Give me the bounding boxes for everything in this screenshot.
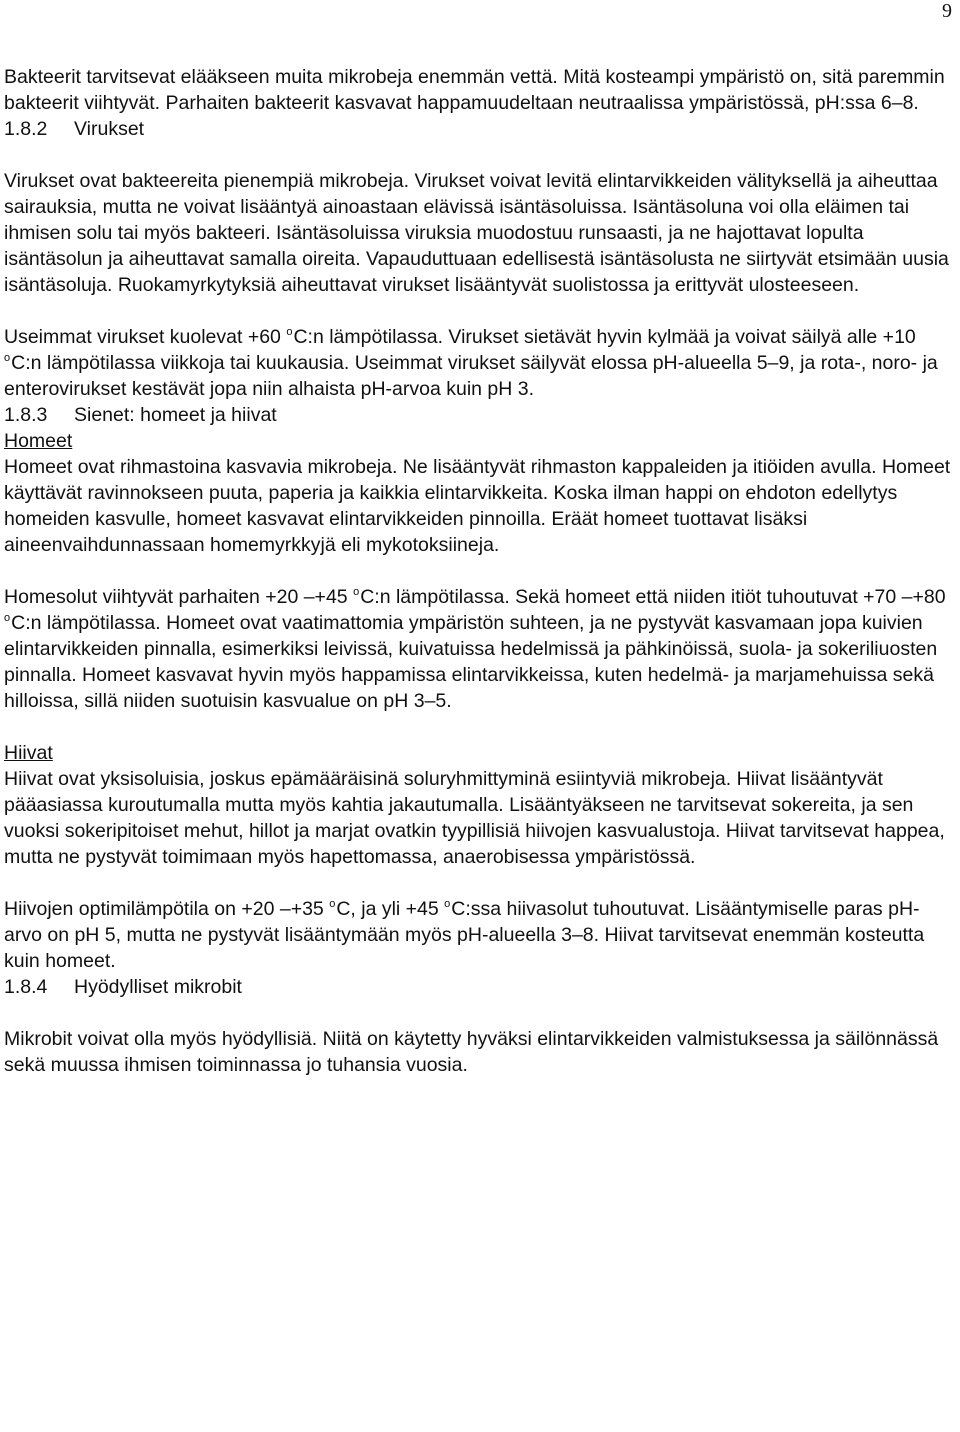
intro-paragraph: Bakteerit tarvitsevat elääkseen muita mikrobeja enemmän vettä. Mitä kosteampi ympäristö on, sitä paremmin bakteerit viihtyvät. Parhaiten bakteerit kasvavat happamuudeltaan neutraalissa ympäristössä, pH:ssa 6–8. [4, 66, 945, 114]
text-run: Homesolut viihtyvät parhaiten +20 –+45 [4, 586, 354, 608]
degree-symbol: o [4, 612, 11, 624]
heading-title: Sienet: homeet ja hiivat [74, 404, 277, 426]
text-run: C:n lämpötilassa. Virukset sietävät hyvin kylmää ja voivat säilyä alle +10 [293, 326, 916, 348]
degree-symbol: o [329, 898, 336, 910]
hiivat-paragraph-2 [4, 896, 956, 974]
text-run: C:n lämpötilassa. Sekä homeet että niiden itiöt tuhoutuvat +70 –+80 [360, 586, 946, 608]
virukset-paragraph-1: Virukset ovat bakteereita pienempiä mikrobeja. Virukset voivat levitä elintarvikkeiden välityksellä ja aiheuttaa sairauksia, mutta ne voivat lisääntyä ainoastaan elävissä isäntäsoluissa. Isäntäsoluna voi olla eläimen tai ihmisen solu tai myös bakteeri. Isäntäsoluissa viruksia muodostuu runsaasti, ja ne hajottavat lopulta isäntäsolun ja aiheuttavat samalla oireita. Vapauduttuaan edellisestä isäntäsolusta ne siirtyvät etsimään uusia isäntäsoluja. Ruokamyrkytyksiä aiheuttavat virukset lisääntyvät suolistossa ja erittyvät ulosteeseen. [4, 170, 949, 296]
section-heading-virukset [4, 116, 956, 142]
heading-title: Hyödylliset mikrobit [74, 976, 242, 998]
hiivat-paragraph-1: Hiivat ovat yksisoluisia, joskus epämääräisinä soluryhmittyminä esiintyviä mikrobeja. Hiivat lisääntyvät pääasiassa kuroutumalla mutta myös kahtia jakautumalla. Lisääntyäkseen ne tarvitsevat sokereita, ja sen vuoksi sokeripitoiset mehut, hillot ja marjat ovatkin tyypillisiä hiivojen kasvualustoja. Hiivat tarvitsevat happea, mutta ne pystyvät toimimaan myös hapettomassa, anaerobisessa ympäristössä. [4, 768, 945, 868]
heading-title: Virukset [74, 118, 145, 140]
degree-symbol: o [353, 586, 360, 598]
page-number: 9 [942, 0, 952, 22]
text-run: C:n lämpötilassa. Homeet ovat vaatimattomia ympäristön suhteen, ja ne pystyvät kasvamaan jopa kuivien elintarvikkeiden pinnalla, esimerkiksi leivissä, kuivatuissa hedelmissä ja pähkinöissä, suola- ja sokeriliuosten pinnalla. Homeet kasvavat hyvin myös happamissa elintarvikkeissa, kuten hedelmä- ja marjamehuissa sekä hilloissa, sillä niiden suotuisin kasvualue on pH 3–5. [4, 612, 938, 712]
section-heading-sienet [4, 402, 956, 428]
text-run: C, ja yli +45 [336, 898, 445, 920]
subheading-hiivat: Hiivat [4, 742, 53, 764]
virukset-paragraph-2 [4, 324, 956, 402]
homeet-paragraph-1: Homeet ovat rihmastoina kasvavia mikrobeja. Ne lisääntyvät rihmaston kappaleiden ja itiöiden avulla. Homeet käyttävät ravinnokseen puuta, paperia ja kaikkia elintarvikkeita. Koska ilman happi on ehdoton edellytys homeiden kasvulle, homeet kasvavat elintarvikkeiden pinnoilla. Eräät homeet tuottavat lisäksi aineenvaihdunnassaan homemyrkkyjä eli mykotoksiineja. [4, 456, 951, 556]
degree-symbol: o [286, 326, 293, 338]
text-run: C:ssa hiivasolut tuhoutuvat. Lisääntymiselle paras pH-arvo on pH 5, mutta ne pystyvät lisääntymään myös pH-alueella 3–8. Hiivat tarvitsevat enemmän kosteutta kuin homeet. [4, 898, 925, 972]
heading-number: 1.8.2 [4, 118, 48, 140]
text-run: Hiivojen optimilämpötila on +20 –+35 [4, 898, 330, 920]
text-run: Useimmat virukset kuolevat +60 [4, 326, 287, 348]
subheading-homeet: Homeet [4, 430, 73, 452]
heading-number: 1.8.3 [4, 404, 48, 426]
section-heading-hyodylliset [4, 974, 956, 1000]
homeet-paragraph-2 [4, 584, 956, 714]
hyodylliset-paragraph-1: Mikrobit voivat olla myös hyödyllisiä. Niitä on käytetty hyväksi elintarvikkeiden valmistuksessa ja säilönnässä sekä muussa ihmisen toiminnassa jo tuhansia vuosia. [4, 1028, 939, 1076]
heading-number: 1.8.4 [4, 976, 48, 998]
degree-symbol: o [444, 898, 451, 910]
page-content [4, 64, 956, 1078]
text-run: C:n lämpötilassa viikkoja tai kuukausia. Useimmat virukset säilyvät elossa pH-alueella 5–9, ja rota-, noro- ja enterovirukset kestävät jopa niin alhaista pH-arvoa kuin pH 3. [4, 352, 938, 400]
degree-symbol: o [4, 352, 11, 364]
